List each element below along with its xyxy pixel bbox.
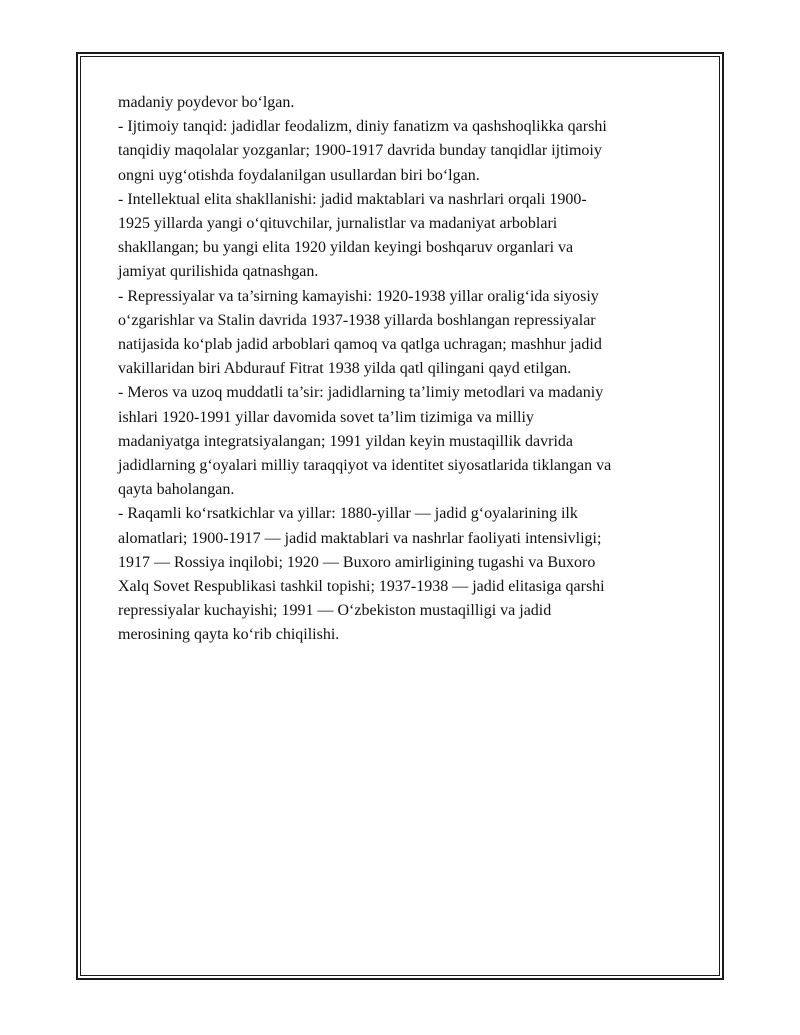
text-line: shakllangan; bu yangi elita 1920 yildan keyingi boshqaruv organlari va	[118, 239, 574, 257]
text-line: vakillaridan biri Abdurauf Fitrat 1938 yilda qatl qilingani qayd etilgan.	[118, 360, 572, 378]
text-line: jamiyat qurilishida qatnashgan.	[118, 263, 319, 281]
text-line: Xalq Sovet Respublikasi tashkil topishi; 1937-1938 — jadid elitasiga qarshi	[118, 578, 605, 596]
text-line: o‘zgarishlar va Stalin davrida 1937-1938 yillarda boshlangan repressiyalar	[118, 311, 596, 329]
text-line: merosining qayta ko‘rib chiqilishi.	[118, 626, 340, 644]
text-line: alomatlari; 1900-1917 — jadid maktablari va nashrlar faoliyati intensivligi;	[118, 529, 602, 547]
text-line: natijasida ko‘plab jadid arboblari qamoq va qatlga uchragan; mashhur jadid	[118, 336, 602, 354]
text-line: madaniy poydevor bo‘lgan.	[118, 94, 295, 111]
document-body	[118, 91, 698, 648]
text-line: - Meros va uzoq muddatli ta’sir: jadidlarning ta’limiy metodlari va madaniy	[118, 384, 604, 402]
text-line: 1925 yillarda yangi o‘qituvchilar, jurnalistlar va madaniyat arboblari	[118, 215, 558, 233]
text-line: jadidlarning g‘oyalari milliy taraqqiyot va identitet siyosatlarida tiklangan va	[118, 457, 612, 475]
text-line: 1917 — Rossiya inqilobi; 1920 — Buxoro amirligining tugashi va Buxoro	[118, 553, 596, 571]
text-line: ishlari 1920-1991 yillar davomida sovet ta’lim tizimiga va milliy	[118, 408, 534, 426]
text-line: - Raqamli ko‘rsatkichlar va yillar: 1880-yillar — jadid g‘oyalarining ilk	[118, 505, 578, 523]
text-line: tanqidiy maqolalar yozganlar; 1900-1917 davrida bunday tanqidlar ijtimoiy	[118, 142, 602, 160]
text-line: - Ijtimoiy tanqid: jadidlar feodalizm, diniy fanatizm va qashshoqlikka qarshi	[118, 118, 607, 136]
text-line: - Intellektual elita shakllanishi: jadid maktablari va nashrlari orqali 1900-	[118, 190, 587, 208]
text-line: repressiyalar kuchayishi; 1991 — O‘zbekiston mustaqilligi va jadid	[118, 602, 552, 620]
text-line: ongni uyg‘otishda foydalanilgan usullardan biri bo‘lgan.	[118, 166, 480, 184]
text-line: madaniyatga integratsiyalangan; 1991 yildan keyin mustaqillik davrida	[118, 432, 573, 450]
text-line: - Repressiyalar va ta’sirning kamayishi: 1920-1938 yillar oralig‘ida siyosiy	[118, 287, 599, 305]
text-line: qayta baholangan.	[118, 481, 235, 499]
